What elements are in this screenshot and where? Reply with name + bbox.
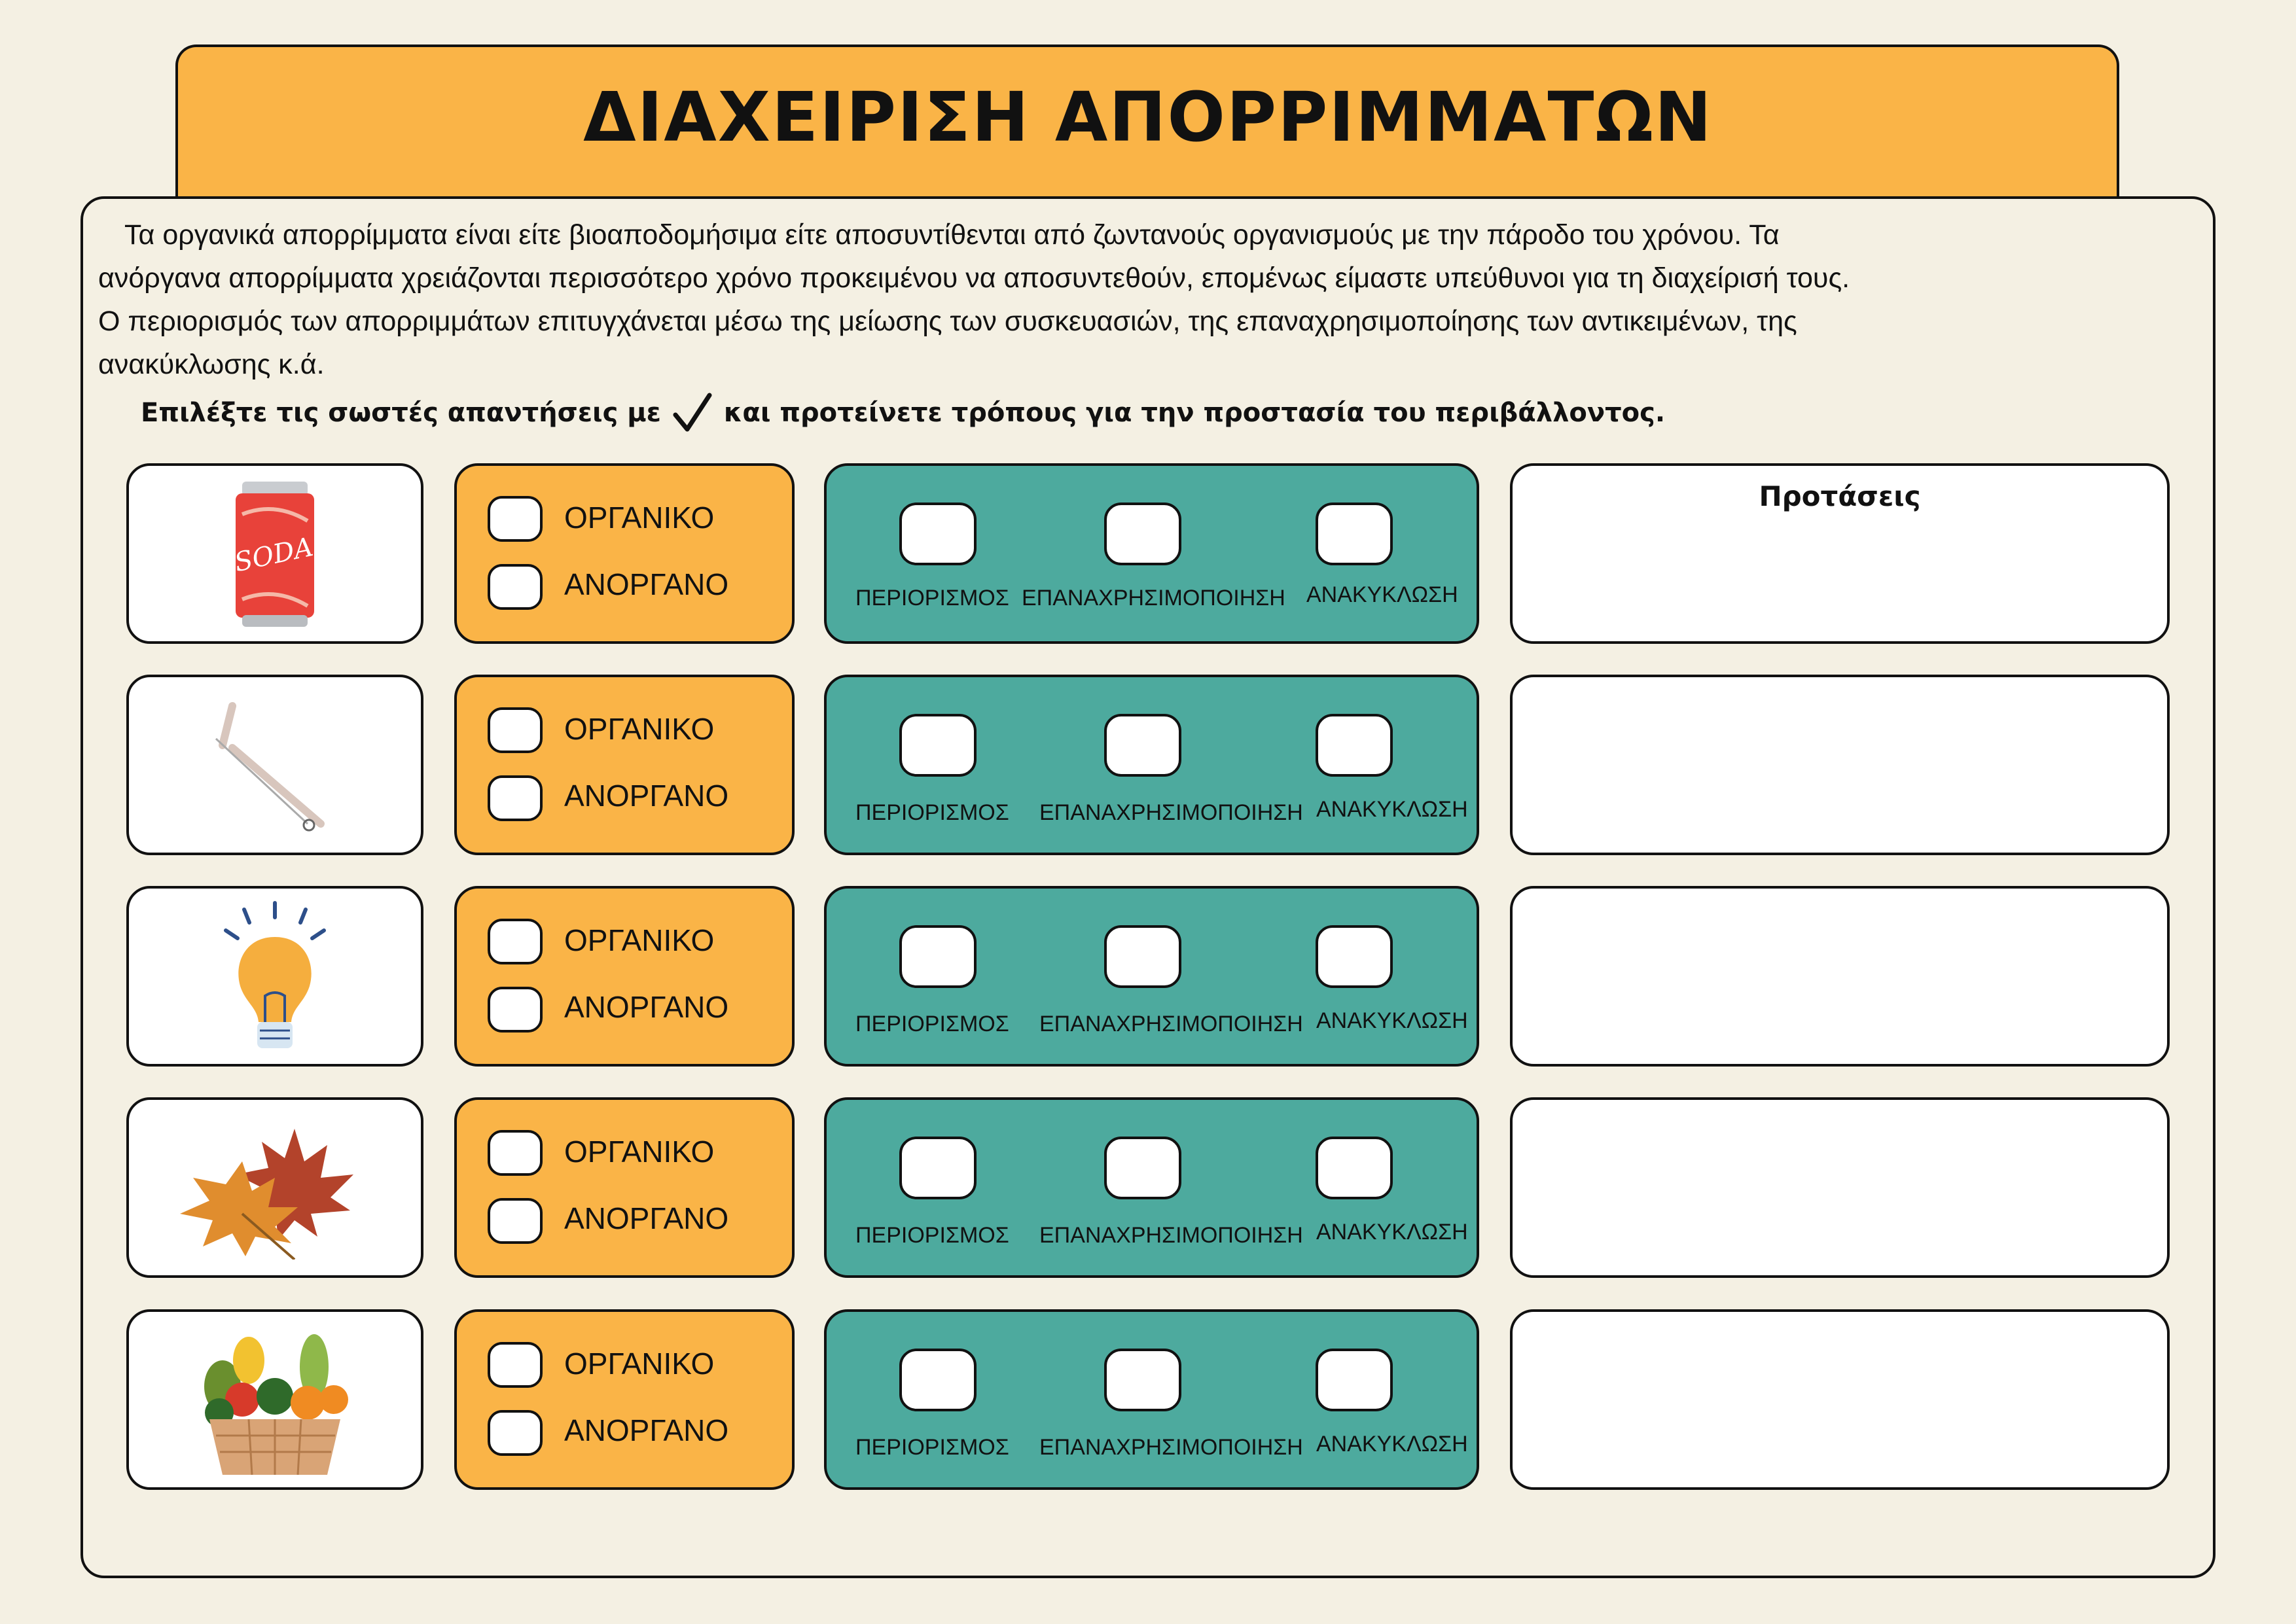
reduce-label: ΠΕΡΙΟΡΙΣΜΟΣ: [855, 1223, 1009, 1248]
action-choice-box: [824, 886, 1479, 1067]
reuse-checkbox[interactable]: [1104, 714, 1181, 777]
inorganic-label: ΑΝΟΡΓΑΝΟ: [564, 1413, 729, 1447]
recycle-label: ΑΝΑΚΥΚΛΩΣΗ: [1316, 797, 1468, 822]
recycle-checkbox[interactable]: [1316, 503, 1393, 565]
reuse-label: ΕΠΑΝΑΧΡΗΣΙΜΟΠΟΙΗΣΗ: [1039, 800, 1303, 825]
instruction-text-1: Επιλέξτε τις σωστές απαντήσεις με: [141, 398, 661, 428]
reduce-checkbox[interactable]: [899, 714, 977, 777]
inorganic-checkbox[interactable]: [488, 775, 543, 821]
reuse-checkbox[interactable]: [1104, 503, 1181, 565]
item-image-box: [126, 675, 423, 855]
soda-can-icon: [229, 475, 321, 635]
organic-checkbox[interactable]: [488, 496, 543, 542]
organic-label: ΟΡΓΑΝΙΚΟ: [564, 1347, 715, 1381]
reuse-label: ΕΠΑΝΑΧΡΗΣΙΜΟΠΟΙΗΣΗ: [1022, 586, 1285, 610]
type-choice-box: [454, 675, 795, 855]
type-choice-box: [454, 1309, 795, 1490]
item-image-box: [126, 886, 423, 1067]
organic-checkbox[interactable]: [488, 919, 543, 964]
recycle-checkbox[interactable]: [1316, 714, 1393, 777]
inorganic-checkbox[interactable]: [488, 1410, 543, 1456]
suggestions-box[interactable]: [1510, 886, 2170, 1067]
inorganic-label: ΑΝΟΡΓΑΝΟ: [564, 567, 729, 601]
inorganic-checkbox[interactable]: [488, 1198, 543, 1244]
reuse-checkbox[interactable]: [1104, 1349, 1181, 1411]
reduce-checkbox[interactable]: [899, 1137, 977, 1199]
reduce-checkbox[interactable]: [899, 503, 977, 565]
organic-checkbox[interactable]: [488, 1130, 543, 1176]
reduce-checkbox[interactable]: [899, 925, 977, 988]
reuse-label: ΕΠΑΝΑΧΡΗΣΙΜΟΠΟΙΗΣΗ: [1039, 1012, 1303, 1036]
organic-label: ΟΡΓΑΝΙΚΟ: [564, 712, 715, 746]
action-choice-box: [824, 675, 1479, 855]
suggestions-box[interactable]: [1510, 1097, 2170, 1278]
recycle-label: ΑΝΑΚΥΚΛΩΣΗ: [1316, 1432, 1468, 1456]
organic-checkbox[interactable]: [488, 707, 543, 753]
organic-label: ΟΡΓΑΝΙΚΟ: [564, 1135, 715, 1169]
recycle-label: ΑΝΑΚΥΚΛΩΣΗ: [1316, 1220, 1468, 1244]
action-choice-box: [824, 1097, 1479, 1278]
type-choice-box: [454, 886, 795, 1067]
light-bulb-icon: [219, 898, 331, 1058]
type-choice-box: [454, 463, 795, 644]
organic-label: ΟΡΓΑΝΙΚΟ: [564, 923, 715, 957]
suggestions-box[interactable]: [1510, 463, 2170, 644]
recycle-checkbox[interactable]: [1316, 925, 1393, 988]
page-title: ΔΙΑΧΕΙΡΙΣΗ ΑΠΟΡΡΙΜΜΑΤΩΝ: [583, 77, 1713, 157]
recycle-checkbox[interactable]: [1316, 1137, 1393, 1199]
action-choice-box: [824, 463, 1479, 644]
reduce-label: ΠΕΡΙΟΡΙΣΜΟΣ: [855, 1012, 1009, 1036]
type-choice-box: [454, 1097, 795, 1278]
recycle-label: ΑΝΑΚΥΚΛΩΣΗ: [1306, 582, 1458, 607]
drinking-straw-icon: [196, 693, 353, 840]
inorganic-checkbox[interactable]: [488, 987, 543, 1033]
suggestions-heading: Προτάσεις: [1759, 480, 1921, 512]
suggestions-box[interactable]: [1510, 675, 2170, 855]
item-image-box: [126, 1309, 423, 1490]
reduce-label: ΠΕΡΙΟΡΙΣΜΟΣ: [855, 1435, 1009, 1460]
inorganic-label: ΑΝΟΡΓΑΝΟ: [564, 779, 729, 813]
intro-line: ανόργανα απορρίμματα χρειάζονται περισσότερο χρόνο προκειμένου να αποσυντεθούν, επομένως είμαστε υπεύθυνοι για τη διαχείρισή τους.: [98, 262, 1850, 294]
recycle-label: ΑΝΑΚΥΚΛΩΣΗ: [1316, 1008, 1468, 1033]
instruction: [141, 393, 1665, 433]
recycle-checkbox[interactable]: [1316, 1349, 1393, 1411]
reuse-label: ΕΠΑΝΑΧΡΗΣΙΜΟΠΟΙΗΣΗ: [1039, 1223, 1303, 1248]
inorganic-label: ΑΝΟΡΓΑΝΟ: [564, 1201, 729, 1235]
reuse-checkbox[interactable]: [1104, 925, 1181, 988]
checkmark-icon: [673, 393, 712, 433]
intro-line: Τα οργανικά απορρίμματα είναι είτε βιοαποδομήσιμα είτε αποσυντίθενται από ζωντανούς οργανισμούς με την πάροδο του χρόνου. Τα: [124, 219, 1780, 251]
intro-line: Ο περιορισμός των απορριμμάτων επιτυγχάνεται μέσω της μείωσης των συσκευασιών, της επαναχρησιμοποίησης των αντικειμένων, της: [98, 306, 1797, 337]
intro-line: ανακύκλωσης κ.ά.: [98, 349, 325, 380]
item-image-box: [126, 463, 423, 644]
vegetable-basket-icon: [183, 1321, 367, 1481]
reduce-label: ΠΕΡΙΟΡΙΣΜΟΣ: [855, 800, 1009, 825]
inorganic-label: ΑΝΟΡΓΑΝΟ: [564, 990, 729, 1024]
reuse-label: ΕΠΑΝΑΧΡΗΣΙΜΟΠΟΙΗΣΗ: [1039, 1435, 1303, 1460]
reduce-label: ΠΕΡΙΟΡΙΣΜΟΣ: [855, 586, 1009, 610]
instruction-text-2: και προτείνετε τρόπους για την προστασία του περιβάλλοντος.: [723, 398, 1666, 428]
intro-text: [98, 213, 2193, 386]
can-text: SODA: [232, 532, 316, 578]
action-choice-box: [824, 1309, 1479, 1490]
suggestions-box[interactable]: [1510, 1309, 2170, 1490]
reuse-checkbox[interactable]: [1104, 1137, 1181, 1199]
autumn-leaves-icon: [164, 1116, 386, 1263]
organic-checkbox[interactable]: [488, 1342, 543, 1388]
reduce-checkbox[interactable]: [899, 1349, 977, 1411]
inorganic-checkbox[interactable]: [488, 564, 543, 610]
item-image-box: [126, 1097, 423, 1278]
organic-label: ΟΡΓΑΝΙΚΟ: [564, 501, 715, 535]
